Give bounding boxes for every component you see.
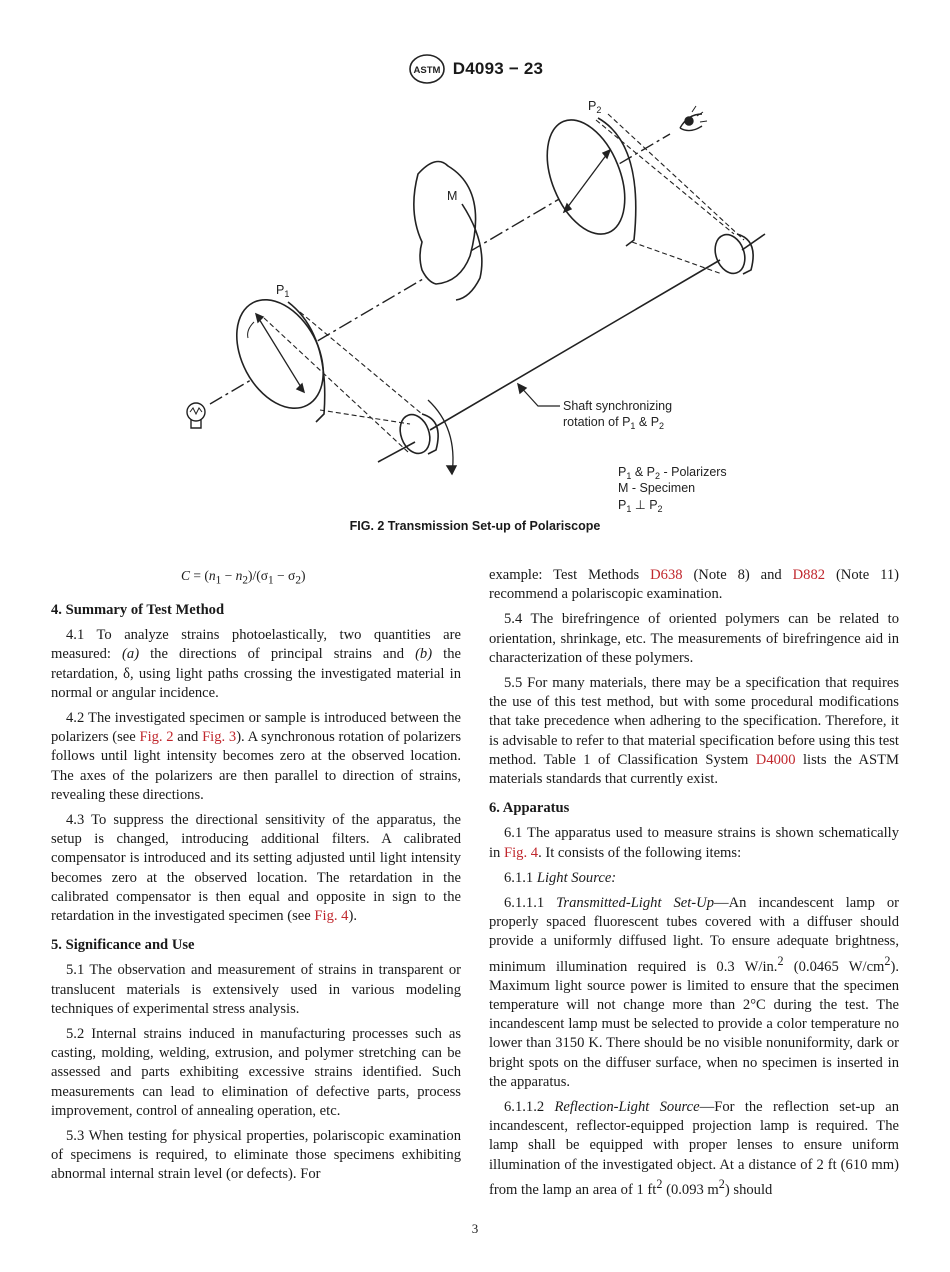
svg-text:ASTM: ASTM (413, 65, 441, 76)
paragraph-5-3-continued: example: Test Methods D638 (Note 8) and D882 (Note 11) recommend a polariscopic examination. (489, 567, 899, 603)
paragraph-5-3: 5.3 When testing for physical properties, polariscopic examination of specimens is required, to eliminate those specimens exhibiting abnormal internal strain level (or defects). For (51, 1127, 461, 1183)
link-fig-4-apparatus[interactable]: Fig. 4 (504, 844, 539, 861)
paragraph-6-1-1: 6.1.1 Light Source: (504, 869, 617, 886)
link-fig-2[interactable]: Fig. 2 (139, 729, 174, 746)
label-m: M (447, 189, 458, 203)
section-5-heading: 5. Significance and Use (51, 937, 195, 954)
rotation-arrow-icon (428, 400, 453, 474)
polariscope-diagram (160, 92, 800, 517)
paragraph-5-2: 5.2 Internal strains induced in manufacturing processes such as casting, molding, welding, extrusion, and polymer stretching can be assessed and parts exhibiting excessive strains identified. Such measurements can lead to elimination of defective parts, process improvement, control of annealing operation, etc. (51, 1025, 461, 1119)
shaft-label-line1: Shaft synchronizing (563, 399, 673, 413)
link-d4000[interactable]: D4000 (755, 751, 796, 768)
link-d638[interactable]: D638 (650, 567, 683, 583)
polarizer-p2 (532, 109, 640, 246)
specimen-m (414, 162, 482, 301)
paragraph-6-1-1-1: 6.1.1.1 Transmitted-Light Set-Up—An incandescent lamp or properly spaced fluorescent tubes covered with a diffuser should provide a uniformly diffused light. To ensure adequate brightness, minimum illumination required is 0.3 W/in.$^2$ (0.0465 $W/cm^2$). Maximum light source power is limited to ensure that the specimen temperature will not change more than 2°C during the test. The incandescent lamp must be selected to provide a color temperature no lower than 3150 K. There should be no visible nonuniformity, dark or bright spots on the diffuser surface, when no specimen is inserted in the apparatus. (489, 895, 900, 1090)
paragraph-5-1: 5.1 The observation and measurement of strains in transparent or translucent materials is extensively used in various modeling techniques of experimental stress analysis. (51, 962, 461, 1017)
document-designation: D4093 − 23 (452, 59, 544, 78)
link-fig-3[interactable]: Fig. 3 (202, 729, 237, 746)
legend-specimen: M - Specimen (618, 481, 696, 495)
paragraph-4-2: 4.2 The investigated specimen or sample is introduced between the polarizers (see Fig. 2 and Fig. 3). A synchronous rotation of polarizers follows until light intensity becomes zero at the observed location. The axes of the polarizers are then parallel to direction of strains, revealing these directions. (51, 709, 462, 803)
polariscope-figure (160, 92, 800, 517)
gear-right (710, 230, 753, 277)
section-6-heading: 6. Apparatus (489, 800, 570, 817)
link-fig-4[interactable]: Fig. 4 (314, 907, 349, 924)
label-p1: $P_1$ (276, 283, 290, 299)
figure-caption: FIG. 2 Transmission Set-up of Polariscope (349, 519, 601, 533)
astm-logo-icon (407, 53, 447, 85)
paragraph-5-4: 5.4 The birefringence of oriented polymers can be related to orientation, shrinkage, etc. The measurements of birefringence aid in characterization of these polymers. (489, 611, 899, 666)
polarizer-p1 (219, 285, 341, 423)
paragraph-6-1-1-2: 6.1.1.2 Reflection-Light Source—For the reflection set-up an incandescent, reflector-equipped projection lamp is required. The lamp shall be equipped with proper lenses to ensure uniform illumination of the investigated object. At a distance of 2 ft (610 mm) from the lamp an area of 1 $ft^2$ (0.093 $m^2$) should (489, 1098, 899, 1198)
legend-polarizers: $P_1$ & $P_2$ - Polarizers (618, 465, 727, 481)
left-column (51, 566, 461, 1191)
paragraph-5-5: 5.5 For many materials, there may be a specification that requires the use of this test method, but with some procedural modifications that take precedence when adhering to the specification. Therefore, it is advisable to refer to that material specification before using this test method. Table 1 of Classification System D4000 lists the ASTM materials standards that currently exist. (489, 675, 899, 788)
right-column (489, 566, 899, 1206)
shaft-label-line2: rotation of $P_1$ & $P_2$ (563, 415, 665, 431)
legend-perpendicular: $P_1$ ⊥ $P_2$ (618, 498, 663, 514)
eye-icon (680, 106, 707, 131)
paragraph-6-1: 6.1 The apparatus used to measure strains is shown schematically in Fig. 4. It consists of the following items: (489, 825, 899, 861)
section-4-heading: 4. Summary of Test Method (51, 601, 225, 618)
link-d882[interactable]: D882 (792, 567, 826, 583)
page-number: 3 (471, 1221, 479, 1236)
paragraph-4-1: 4.1 To analyze strains photoelastically, two quantities are measured: (a) the directions of principal strains and (b) the retardation, δ, using light paths crossing the investigated material in normal or angular incidence. (51, 627, 461, 701)
birefringence-formula: $C = (n_1 - n_2)/(\sigma_1 - \sigma_2)$ (181, 568, 306, 587)
paragraph-4-3: 4.3 To suppress the directional sensitivity of the apparatus, the setup is changed, introducing additional filters. A calibrated compensator is introduced and its setting adjusted until light intensity becomes zero at the observed location. The retardation in the calibrated compensator is then equal and opposite in sign to the retardation in the investigated specimen (see Fig. 4). (51, 811, 461, 924)
gear-left (395, 410, 438, 457)
light-bulb-icon (187, 403, 205, 428)
label-p2: $P_2$ (588, 99, 602, 115)
page-header (0, 52, 950, 86)
